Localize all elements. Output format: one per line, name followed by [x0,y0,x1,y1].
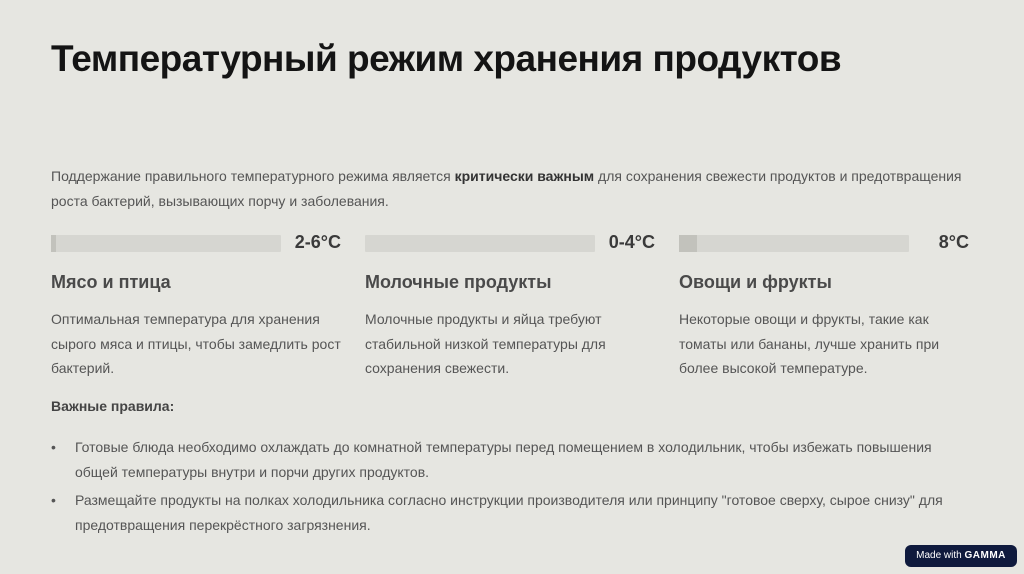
category-title: Овощи и фрукты [679,272,832,292]
rule-text: Готовые блюда необходимо охлаждать до комнатной температуры перед помещением в холодильник, чтобы избежать повышения общей температуры внутри и порчи других продуктов. [75,439,932,480]
category-vegetables [679,230,969,381]
intro-paragraph [51,164,971,214]
rule-text: Размещайте продукты на полках холодильника согласно инструкции производителя или принципу "готовое сверху, сырое снизу" для предотвращения перекрёстного загрязнения. [75,492,943,533]
category-description: Некоторые овощи и фрукты, такие как томаты или бананы, лучше хранить при более высокой температуре. [679,311,940,376]
temperature-bar-fill [51,235,56,252]
list-item [51,488,951,538]
list-item [51,435,951,485]
bullet-icon: • [51,439,56,455]
bullet-icon: • [51,492,56,508]
temperature-value: 0-4°C [608,232,655,252]
rules-list [51,435,951,541]
intro-text-end: для сохранения свежести продуктов и предотвращения роста бактерий, вызывающих порчу и заболевания. [51,168,962,209]
category-dairy [365,230,655,381]
category-description: Молочные продукты и яйца требуют стабильной низкой температуры для сохранения свежести. [365,311,606,376]
intro-emphasis: критически важным [454,168,595,184]
rules-heading: Важные правила: [51,398,175,414]
intro-text-start: Поддержание правильного температурного режима является [51,168,455,184]
temperature-value: 8°C [938,232,969,252]
temperature-row [365,230,655,256]
category-title: Молочные продукты [365,272,552,292]
category-description: Оптимальная температура для хранения сырого мяса и птицы, чтобы замедлить рост бактерий. [51,311,341,376]
page-title: Температурный режим хранения продуктов [51,38,842,79]
temperature-bar [365,235,595,252]
made-with-gamma-badge[interactable] [905,545,1017,567]
temperature-value: 2-6°C [294,232,341,252]
temperature-bar-fill [679,235,697,252]
category-title: Мясо и птица [51,272,171,292]
temperature-row [51,230,341,256]
temperature-bar [51,235,281,252]
category-meat [51,230,341,381]
gamma-logo: GAMMA [964,550,1006,561]
badge-prefix: Made with [916,550,965,561]
temperature-row [679,230,969,256]
temperature-bar [679,235,909,252]
